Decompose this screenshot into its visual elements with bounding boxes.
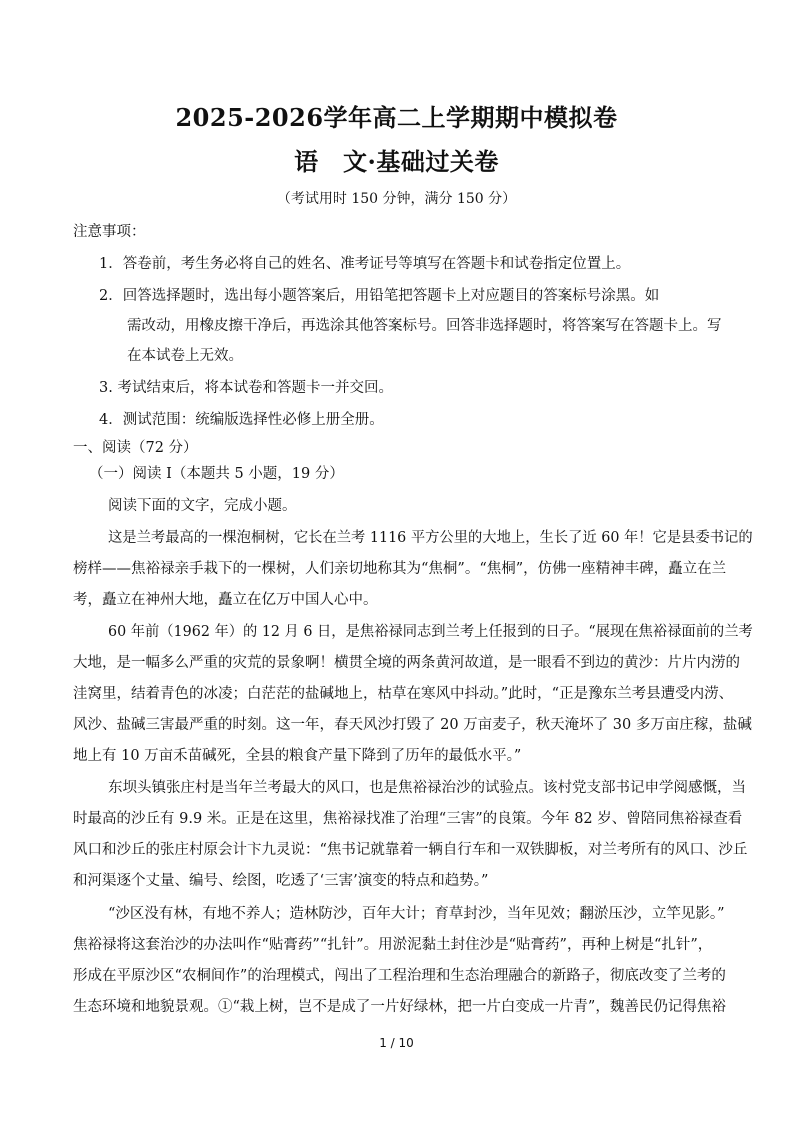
section-subheading: （一）阅读 I（本题共 5 小题，19 分） bbox=[89, 466, 344, 482]
passage-line: 焦裕禄将这套治沙的办法叫作“贴膏药”“扎针”。用淤泥黏土封住沙是“贴膏药”，再种上树是“扎针”， bbox=[73, 937, 713, 953]
passage-line: 形成在平原沙区“农桐间作”的治理模式，闯出了工程治理和生态治理融合的新路子，彻底改变了兰考的 bbox=[73, 968, 726, 984]
section-heading: 一、阅读（72 分） bbox=[73, 440, 198, 456]
passage-line: 和河渠逐个丈量、编号、绘图，吃透了‘三害’演变的特点和趋势。” bbox=[73, 873, 489, 889]
passage-line: 榜样——焦裕禄亲手栽下的一棵树，人们亲切地称其为“焦桐”。“焦桐”，仿佛一座精神丰碑，矗立在兰 bbox=[73, 561, 727, 577]
passage-line: 洼窝里，结着青色的冰凌；白茫茫的盐碱地上，枯草在寒风中抖动。”此时，“正是豫东兰考县遭受内涝、 bbox=[73, 686, 734, 702]
passage-line: 考，矗立在神州大地，矗立在亿万中国人心中。 bbox=[73, 592, 378, 608]
note-item-1: 1．答卷前，考生务必将自己的姓名、准考证号等填写在答题卡和试卷指定位置上。 bbox=[99, 256, 631, 272]
exam-subject-title: 语 文·基础过关卷 bbox=[294, 147, 499, 176]
notes-heading: 注意事项： bbox=[73, 224, 146, 240]
note-item-4: 4．测试范围：统编版选择性必修上册全册。 bbox=[99, 412, 384, 428]
passage-line: 地上有 10 万亩禾苗碱死，全县的粮食产量下降到了历年的最低水平。” bbox=[73, 748, 522, 764]
page-number: 1 / 10 bbox=[379, 1036, 414, 1050]
exam-time-info: （考试用时 150 分钟，满分 150 分） bbox=[276, 191, 517, 207]
note-item-2-line-1: 2．回答选择题时，选出每小题答案后，用铅笔把答题卡上对应题目的答案标号涂黑。如 bbox=[99, 288, 660, 304]
note-item-3: 3. 考试结束后，将本试卷和答题卡一并交回。 bbox=[99, 380, 393, 396]
passage-line: 风沙、盐碱三害最严重的时刻。这一年，春天风沙打毁了 20 万亩麦子，秋天淹坏了 30 多万亩庄稼，盐碱 bbox=[73, 717, 752, 733]
note-item-2-line-2: 需改动，用橡皮擦干净后，再选涂其他答案标号。回答非选择题时，将答案写在答题卡上。写 bbox=[127, 318, 722, 334]
passage-line: 时最高的沙丘有 9.9 米。正是在这里，焦裕禄找准了治理“三害”的良策。今年 82 岁、曾陪同焦裕禄查看 bbox=[73, 811, 743, 827]
passage-line: 风口和沙丘的张庄村原会计卞九灵说：“焦书记就靠着一辆自行车和一双铁脚板，对兰考所有的风口、沙丘 bbox=[73, 842, 748, 858]
passage-line: 生态环境和地貌景观。①“栽上树，岂不是成了一片好绿林，把一片白变成一片青”，魏善民仍记得焦裕 bbox=[73, 999, 726, 1015]
note-item-2-line-3: 在本试卷上无效。 bbox=[127, 348, 243, 364]
passage-line: 这是兰考最高的一棵泡桐树，它长在兰考 1116 平方公里的大地上，生长了近 60 年！它是县委书记的 bbox=[108, 530, 753, 546]
passage-line: 60 年前（1962 年）的 12 月 6 日，是焦裕禄同志到兰考上任报到的日子。“展现在焦裕禄面前的兰考 bbox=[108, 624, 753, 640]
reading-instruction: 阅读下面的文字，完成小题。 bbox=[108, 498, 297, 514]
exam-title: 2025-2026学年高二上学期期中模拟卷 bbox=[175, 103, 618, 132]
passage-line: “沙区没有林，有地不养人；造林防沙，百年大计；育草封沙，当年见效；翻淤压沙，立竿见影。” bbox=[108, 906, 725, 922]
passage-line: 东坝头镇张庄村是当年兰考最大的风口，也是焦裕禄治沙的试验点。该村党支部书记申学阅感慨，当 bbox=[108, 780, 746, 796]
passage-line: 大地，是一幅多么严重的灾荒的景象啊！横贯全境的两条黄河故道，是一眼看不到边的黄沙：片片内涝的 bbox=[73, 655, 740, 671]
